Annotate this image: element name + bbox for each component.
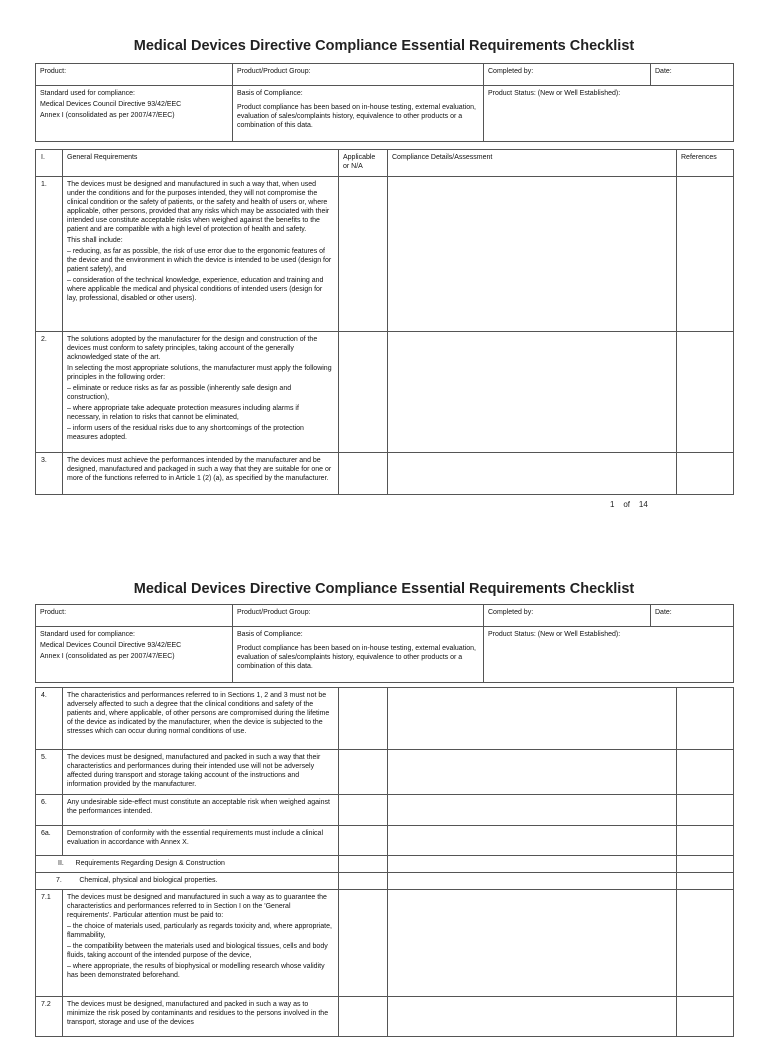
paragraph: The devices must be designed and manufactured in such a way that, when used under the conditions and for the purposes intended, they will not compromise the clinical condition or the safety of patients, or the safety and health of users or, where applicable, other persons, provided that any risks which may be associated with their intended use constitute acceptable risks when weighed against the benefits to the patient and are compatible with a high level of protection of health and safety.	[67, 181, 330, 233]
row-number: 4.	[36, 688, 63, 750]
header-table	[35, 63, 734, 142]
section-number: 7.	[56, 877, 62, 884]
compliance-details-cell[interactable]	[388, 332, 677, 453]
paragraph: – reducing, as far as possible, the risk of use error due to the ergonomic features of the device and the environment in which the device is intended to be used (design for patient safety), and	[67, 248, 332, 273]
product-label: Product:	[36, 605, 233, 627]
applicable-cell[interactable]	[339, 332, 388, 453]
requirement-text	[63, 890, 339, 997]
applicable-cell[interactable]	[339, 997, 388, 1037]
applicable-cell[interactable]	[339, 750, 388, 795]
compliance-details-cell[interactable]	[388, 890, 677, 997]
section-number: II.	[58, 860, 64, 867]
paragraph: The devices must be designed, manufactured and packed in such a way as to minimize the risk posed by contaminants and residues to the persons involved in the transport, storage and use of the devices	[67, 1001, 329, 1026]
row-number: 7.2	[36, 997, 63, 1037]
page-title: Medical Devices Directive Compliance Essential Requirements Checklist	[133, 581, 635, 597]
table-row	[36, 890, 734, 997]
compliance-details-cell[interactable]	[388, 997, 677, 1037]
table-row	[36, 795, 734, 826]
references-header: References	[677, 150, 734, 177]
basis-label: Basis of Compliance:	[237, 90, 303, 97]
standard-line-1: Medical Devices Council Directive 93/42/EEC	[40, 642, 182, 649]
header-table	[35, 604, 734, 683]
paragraph: – consideration of the technical knowledge, experience, education and training and where applicable the medical and physical conditions of intended users (design for lay, professional, disabled or other users).	[67, 277, 324, 302]
references-cell[interactable]	[677, 826, 734, 856]
table-row	[36, 688, 734, 750]
date-label: Date:	[651, 64, 734, 86]
product-group-label: Product/Product Group:	[233, 605, 484, 627]
paragraph: The solutions adopted by the manufacturer for the design and construction of the devices must conform to safety principles, taking account of the generally acknowledged state of the art.	[67, 336, 318, 361]
standard-label: Standard used for compliance:	[40, 631, 135, 638]
requirement-text	[63, 453, 339, 495]
page-number	[610, 500, 648, 509]
completed-by-label: Completed by:	[484, 605, 651, 627]
references-cell[interactable]	[677, 795, 734, 826]
references-cell[interactable]	[677, 997, 734, 1037]
paragraph: The devices must be designed and manufactured in such a way as to guarantee the characteristics and performances referred to in Section I on the 'General requirements'. Particular attention must be paid to:	[67, 894, 327, 919]
basis-cell	[233, 86, 484, 142]
basis-cell	[233, 627, 484, 683]
section-title: Requirements Regarding Design & Construction	[75, 860, 225, 867]
applicable-cell[interactable]	[339, 856, 388, 873]
paragraph: The devices must be designed, manufactured and packed in such a way that their characteristics and performances during their intended use will not be adversely affected during transport and storage taking account of the instructions and information provided by the manufacturer.	[67, 754, 321, 788]
references-cell[interactable]	[677, 750, 734, 795]
compliance-details-cell[interactable]	[388, 688, 677, 750]
paragraph: Demonstration of conformity with the essential requirements must include a clinical evaluation in accordance with Annex X.	[67, 830, 324, 846]
references-cell[interactable]	[677, 332, 734, 453]
paragraph: The characteristics and performances referred to in Sections 1, 2 and 3 must not be adversely affected to such a degree that the clinical conditions and safety of the patients and, where applicable, of other persons are compromised during the lifetime of the device as indicated by the manufacturer, when the device is subjected to the stresses which can occur during normal conditions of use.	[67, 692, 330, 735]
standard-line-1: Medical Devices Council Directive 93/42/EEC	[40, 101, 182, 108]
section-number: I.	[36, 150, 63, 177]
row-number: 3.	[36, 453, 63, 495]
row-number: 6a.	[36, 826, 63, 856]
references-cell[interactable]	[677, 856, 734, 873]
standard-line-2: Annex I (consolidated as per 2007/47/EEC)	[40, 112, 175, 119]
basis-text: Product compliance has been based on in-house testing, external evaluation, evaluation of sales/complaints history, equivalence to other products or a combination of this data.	[237, 645, 476, 670]
compliance-details-header: Compliance Details/Assessment	[388, 150, 677, 177]
page-current: 1	[610, 500, 615, 509]
page-total: 14	[638, 500, 648, 509]
compliance-details-cell[interactable]	[388, 453, 677, 495]
requirements-table-page-1	[35, 149, 734, 495]
references-cell[interactable]	[677, 890, 734, 997]
applicable-cell[interactable]	[339, 873, 388, 890]
section-title: Chemical, physical and biological properties.	[79, 877, 218, 884]
standard-cell	[36, 627, 233, 683]
applicable-header: Applicable or N/A	[339, 150, 388, 177]
references-cell[interactable]	[677, 688, 734, 750]
paragraph: This shall include:	[67, 237, 123, 244]
standard-line-2: Annex I (consolidated as per 2007/47/EEC)	[40, 653, 175, 660]
table-row	[36, 997, 734, 1037]
paragraph: – where appropriate, the results of biophysical or modelling research whose validity has been demonstrated beforehand.	[67, 963, 325, 979]
table-row	[36, 750, 734, 795]
paragraph: Any undesirable side-effect must constitute an acceptable risk when weighed against the performances intended.	[67, 799, 330, 815]
standard-label: Standard used for compliance:	[40, 90, 135, 97]
requirement-text	[63, 997, 339, 1037]
references-cell[interactable]	[677, 873, 734, 890]
paragraph: – inform users of the residual risks due to any shortcomings of the protection measures adopted.	[67, 425, 304, 441]
section-heading-row	[36, 856, 734, 873]
requirement-text	[63, 688, 339, 750]
completed-by-label: Completed by:	[484, 64, 651, 86]
table-row	[36, 826, 734, 856]
compliance-details-cell[interactable]	[388, 873, 677, 890]
general-requirements-header: General Requirements	[63, 150, 339, 177]
applicable-cell[interactable]	[339, 795, 388, 826]
page-of: of	[623, 500, 631, 509]
requirement-text	[63, 826, 339, 856]
table-row	[36, 332, 734, 453]
row-number: 6.	[36, 795, 63, 826]
status-label: Product Status: (New or Well Established):	[484, 86, 734, 142]
compliance-details-cell[interactable]	[388, 856, 677, 873]
section-heading	[36, 873, 339, 890]
page-title: Medical Devices Directive Compliance Essential Requirements Checklist	[133, 38, 635, 54]
row-number: 7.1	[36, 890, 63, 997]
table-row	[36, 177, 734, 332]
section-heading	[36, 856, 339, 873]
paragraph: In selecting the most appropriate solutions, the manufacturer must apply the following principles in the following order:	[67, 365, 332, 381]
row-number: 1.	[36, 177, 63, 332]
paragraph: – where appropriate take adequate protection measures including alarms if necessary, in relation to risks that cannot be eliminated,	[67, 405, 299, 421]
applicable-cell[interactable]	[339, 688, 388, 750]
compliance-details-cell[interactable]	[388, 826, 677, 856]
applicable-cell[interactable]	[339, 453, 388, 495]
references-cell[interactable]	[677, 177, 734, 332]
row-number: 2.	[36, 332, 63, 453]
compliance-details-cell[interactable]	[388, 750, 677, 795]
requirement-text	[63, 750, 339, 795]
applicable-cell[interactable]	[339, 177, 388, 332]
applicable-cell[interactable]	[339, 826, 388, 856]
compliance-details-cell[interactable]	[388, 177, 677, 332]
paragraph: The devices must achieve the performances intended by the manufacturer and be designed, manufactured and packaged in such a way that they are suitable for one or more of the functions referred to in Article 1 (2) (a), as specified by the manufacturer.	[67, 457, 332, 482]
basis-label: Basis of Compliance:	[237, 631, 303, 638]
requirement-text	[63, 795, 339, 826]
row-number: 5.	[36, 750, 63, 795]
date-label: Date:	[651, 605, 734, 627]
paragraph: – the choice of materials used, particularly as regards toxicity and, where appropriate, flammability,	[67, 923, 332, 939]
product-group-label: Product/Product Group:	[233, 64, 484, 86]
table-row	[36, 453, 734, 495]
applicable-cell[interactable]	[339, 890, 388, 997]
standard-cell	[36, 86, 233, 142]
compliance-details-cell[interactable]	[388, 795, 677, 826]
references-cell[interactable]	[677, 453, 734, 495]
paragraph: – the compatibility between the materials used and biological tissues, cells and body fluids, taking account of the intended purpose of the device,	[67, 943, 328, 959]
product-label: Product:	[36, 64, 233, 86]
requirement-text	[63, 177, 339, 332]
requirements-table-page-2	[35, 687, 734, 1037]
section-heading-row	[36, 873, 734, 890]
paragraph: – eliminate or reduce risks as far as possible (inherently safe design and construction),	[67, 385, 292, 401]
basis-text: Product compliance has been based on in-house testing, external evaluation, evaluation of sales/complaints history, equivalence to other products or a combination of this data.	[237, 104, 476, 129]
status-label: Product Status: (New or Well Established):	[484, 627, 734, 683]
requirement-text	[63, 332, 339, 453]
